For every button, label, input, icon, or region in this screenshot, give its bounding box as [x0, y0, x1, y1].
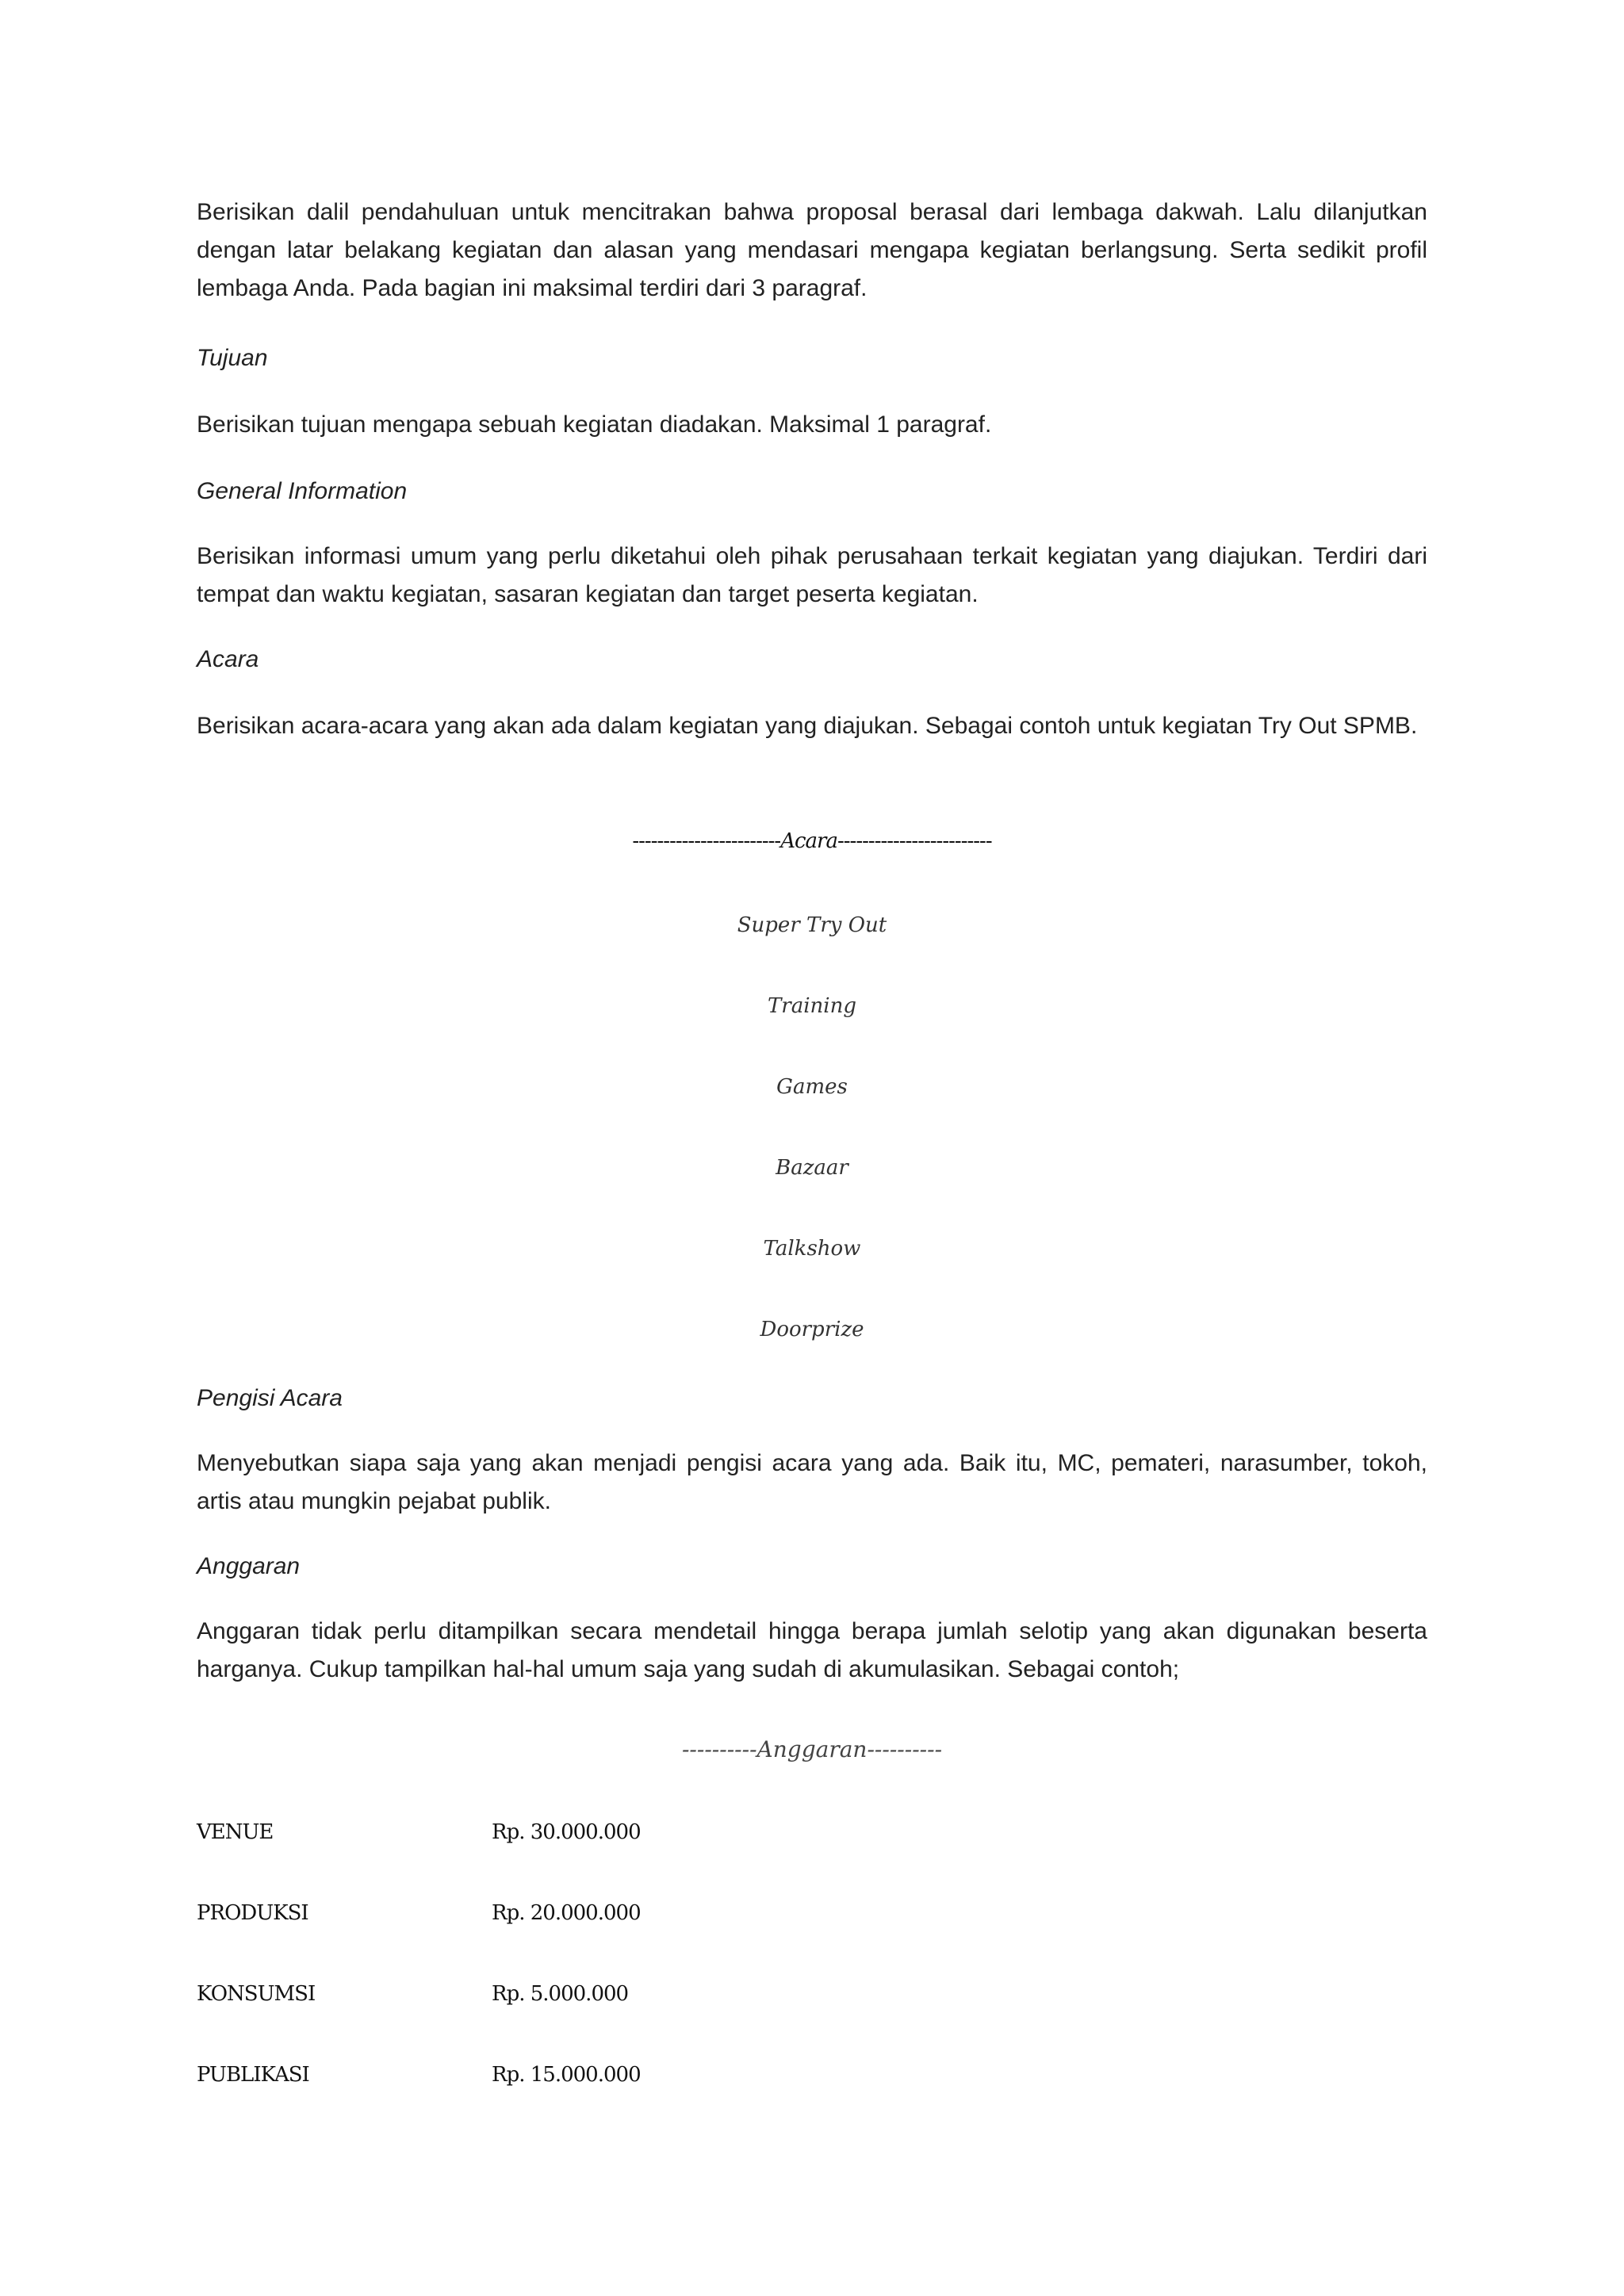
budget-row: [197, 1820, 910, 1852]
anggaran-body-block: [197, 1613, 1427, 1689]
acara-body: Berisikan acara-acara yang akan ada dalam kegiatan yang diajukan. Sebagai contoh untuk kegiatan Try Out SPMB.: [197, 713, 1418, 739]
tujuan-section: [197, 339, 1427, 377]
budget-item: PRODUKSI: [197, 1901, 308, 1925]
budget-row: [197, 1982, 910, 2014]
budget-amount: Rp. 20.000.000: [492, 1901, 641, 1925]
acara-item: Talkshow: [763, 1237, 861, 1261]
acara-item: Doorprize: [760, 1318, 864, 1341]
anggaran-section: [197, 1548, 1427, 1586]
acara-item: Super Try Out: [737, 913, 887, 937]
anggaran-divider: ----------Anggaran----------: [681, 1736, 943, 1762]
general-section: [197, 473, 1427, 511]
anggaran-body: Anggaran tidak perlu ditampilkan secara mendetail hingga berapa jumlah selotip yang akan digunakan beserta harganya. Cukup tampilkan hal-hal umum saja yang sudah di akumulasikan. Sebagai contoh;: [197, 1618, 1427, 1682]
pengisi-section: [197, 1380, 1427, 1418]
intro-paragraph-block: [197, 193, 1427, 308]
tujuan-heading: Tujuan: [197, 345, 268, 371]
budget-amount: Rp. 5.000.000: [492, 1982, 629, 2006]
anggaran-heading: Anggaran: [197, 1553, 301, 1579]
budget-item: VENUE: [197, 1820, 274, 1844]
intro-paragraph: Berisikan dalil pendahuluan untuk mencitrakan bahwa proposal berasal dari lembaga dakwah. Lalu dilanjutkan dengan latar belakang kegiatan dan alasan yang mendasari mengapa kegiatan berlangsung. Serta sedikit profil lembaga Anda. Pada bagian ini maksimal terdiri dari 3 paragraf.: [197, 199, 1427, 301]
acara-item: Games: [776, 1075, 848, 1099]
pengisi-body-block: [197, 1445, 1427, 1521]
acara-divider-left: ------------------------: [632, 829, 781, 853]
acara-heading: Acara: [197, 646, 259, 672]
general-body: Berisikan informasi umum yang perlu diketahui oleh pihak perusahaan terkait kegiatan yang diajukan. Terdiri dari tempat dan waktu kegiatan, sasaran kegiatan dan target peserta kegiatan.: [197, 543, 1427, 607]
acara-divider-title: Acara: [780, 829, 837, 853]
tujuan-body-block: [197, 406, 1427, 444]
pengisi-body: Menyebutkan siapa saja yang akan menjadi pengisi acara yang ada. Baik itu, MC, pemateri, narasumber, tokoh, artis atau mungkin pejabat publik.: [197, 1450, 1427, 1514]
acara-item: Training: [767, 994, 857, 1018]
acara-item: Bazaar: [776, 1156, 848, 1180]
budget-row: [197, 2063, 910, 2095]
tujuan-body: Berisikan tujuan mengapa sebuah kegiatan diadakan. Maksimal 1 paragraf.: [197, 411, 992, 438]
budget-row: [197, 1901, 910, 1933]
budget-amount: Rp. 15.000.000: [492, 2063, 641, 2087]
budget-item: PUBLIKASI: [197, 2063, 309, 2087]
acara-divider: [0, 829, 1624, 853]
acara-body-block: [197, 707, 1427, 745]
pengisi-heading: Pengisi Acara: [197, 1385, 343, 1411]
general-heading: General Information: [197, 478, 408, 504]
budget-item: KONSUMSI: [197, 1982, 316, 2006]
general-body-block: [197, 538, 1427, 614]
acara-divider-right: -------------------------: [837, 829, 992, 853]
acara-section: [197, 641, 1427, 679]
budget-amount: Rp. 30.000.000: [492, 1820, 641, 1844]
